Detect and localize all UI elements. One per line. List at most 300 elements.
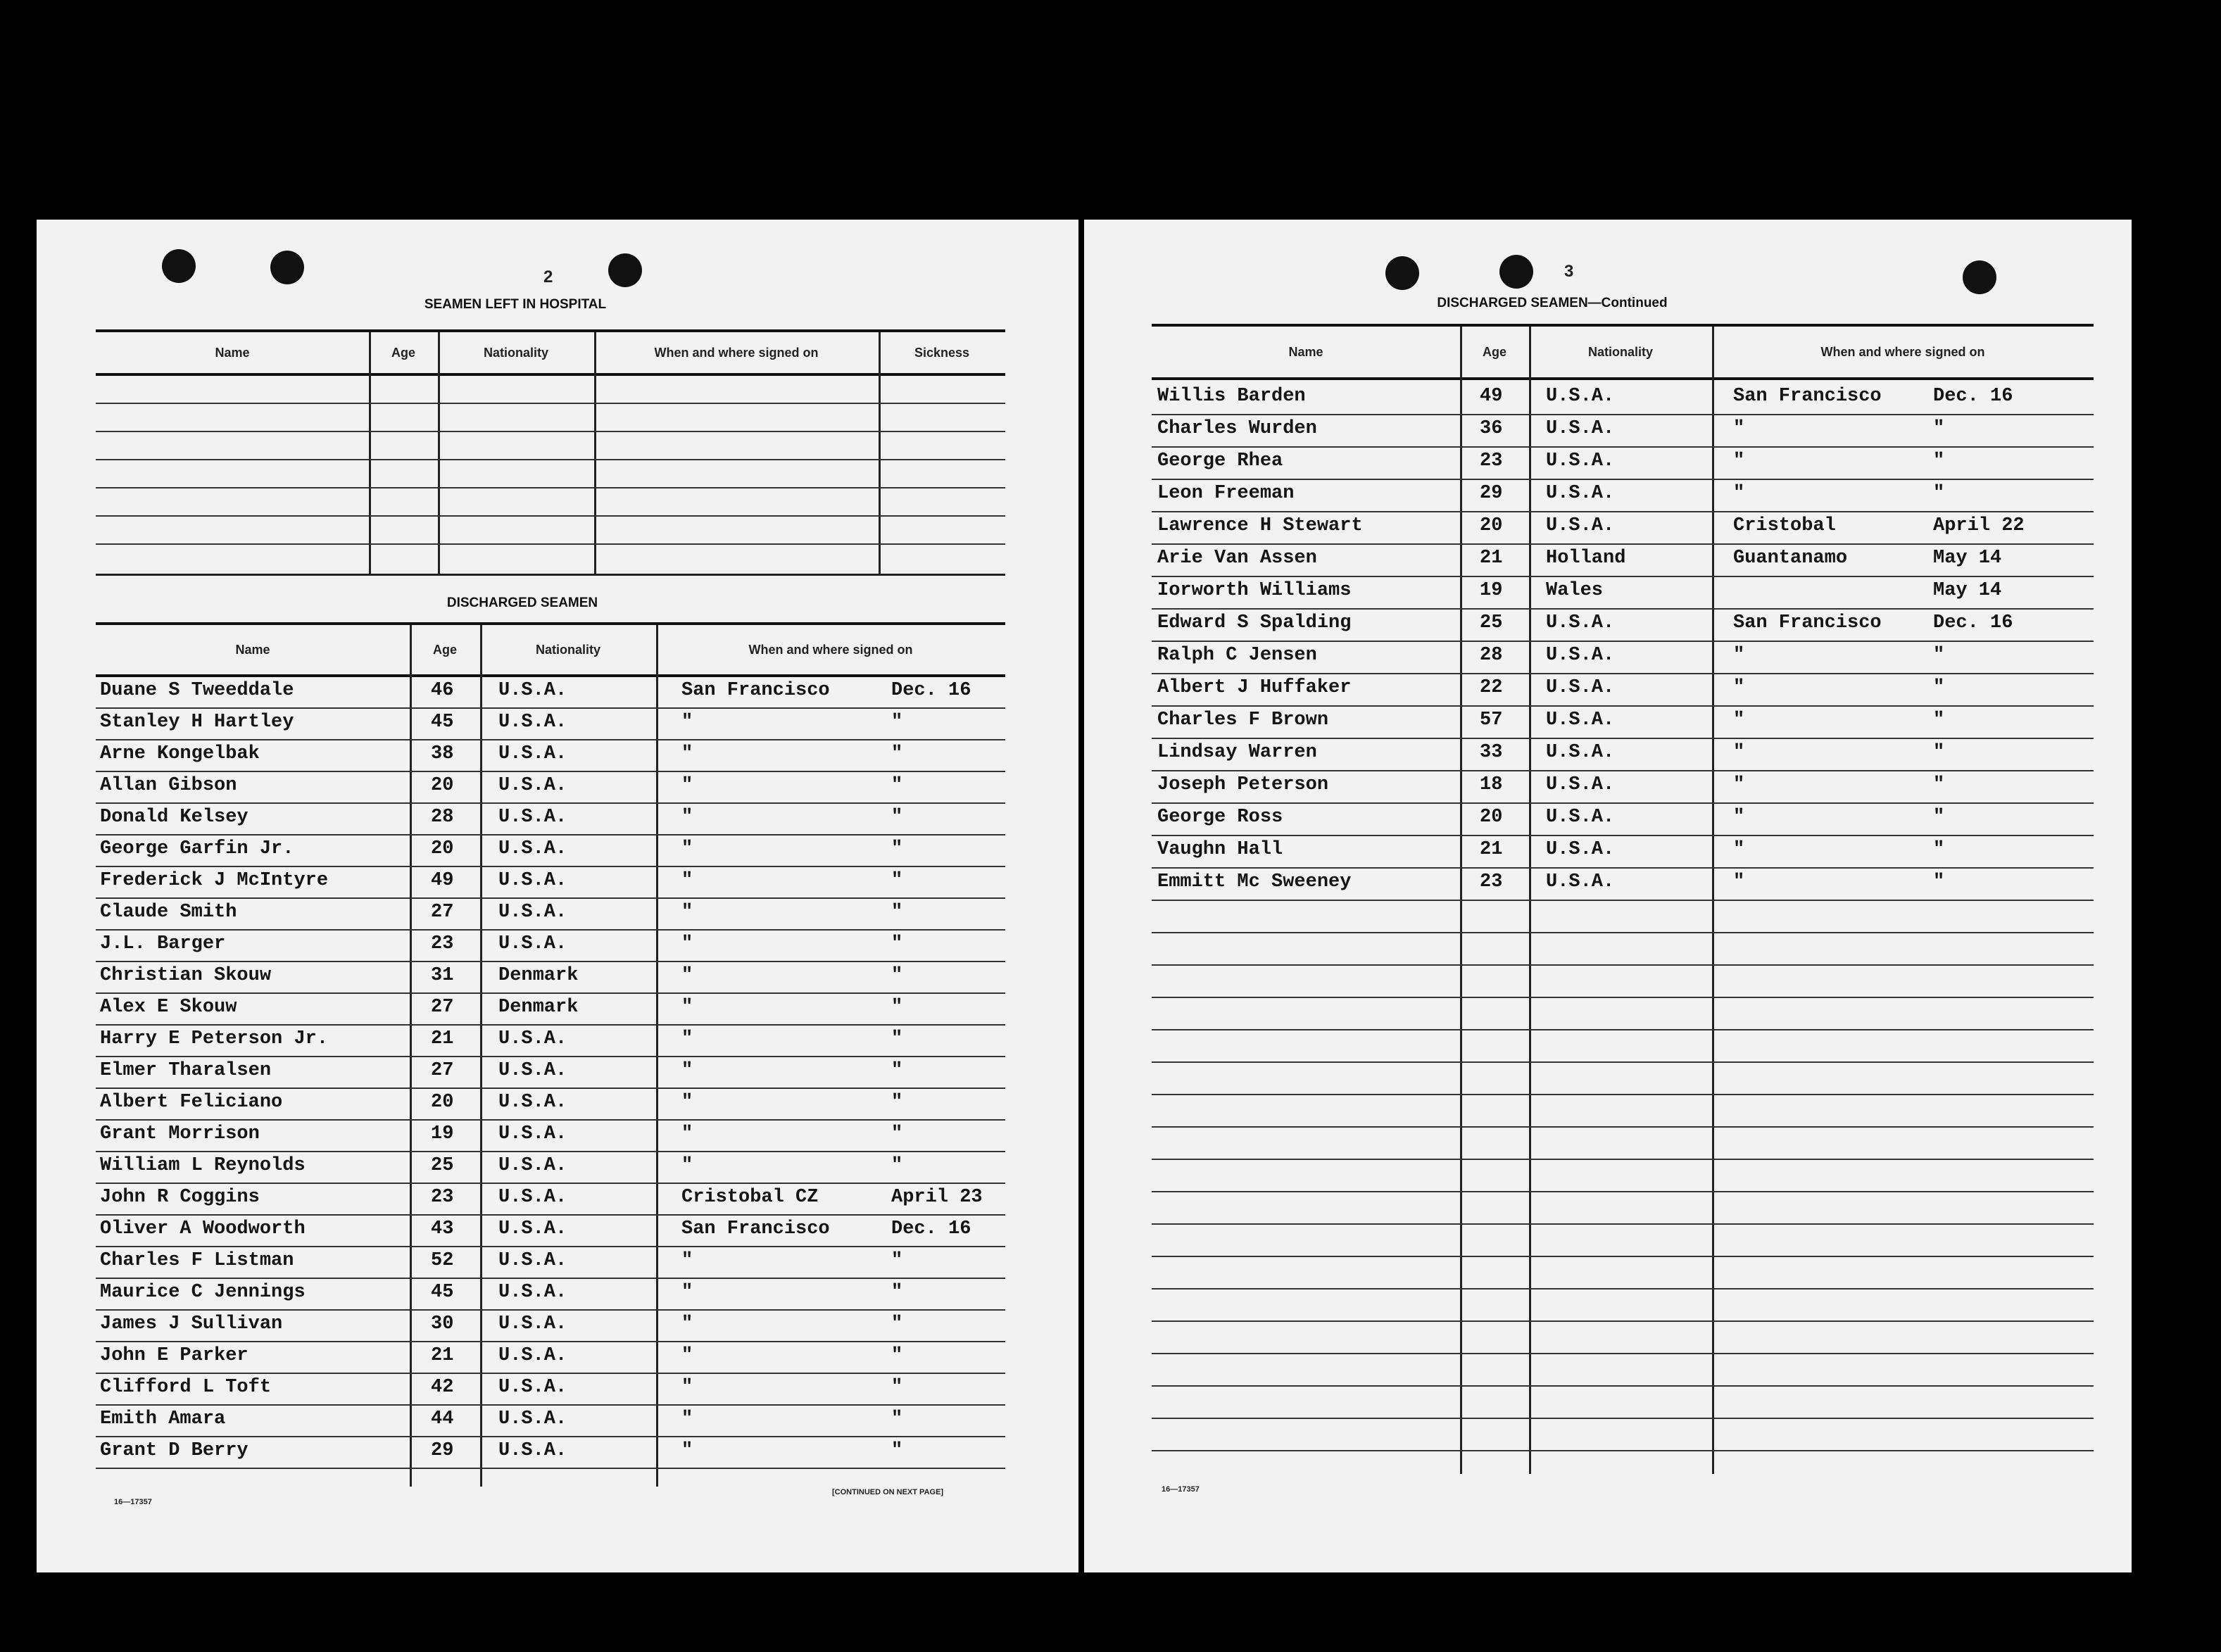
- signed-on-place: ": [1733, 483, 1745, 504]
- signed-on-place: Cristobal CZ: [681, 1187, 819, 1208]
- col-header-nationality: Nationality: [483, 345, 548, 360]
- seaman-age: 57: [1480, 710, 1503, 731]
- hospital-title: SEAMEN LEFT IN HOSPITAL: [424, 297, 607, 312]
- row-rule: [96, 543, 1005, 545]
- row-rule: [96, 961, 1005, 962]
- signed-on-date: ": [891, 997, 903, 1018]
- seaman-age: 21: [1480, 839, 1503, 860]
- punch-hole: [162, 249, 196, 283]
- page-number: 2: [543, 267, 553, 286]
- row-rule: [96, 1183, 1005, 1184]
- seaman-nationality: U.S.A.: [498, 1345, 567, 1366]
- seaman-nationality: U.S.A.: [498, 1250, 567, 1271]
- seaman-nationality: U.S.A.: [498, 1282, 567, 1303]
- seaman-nationality: U.S.A.: [1546, 742, 1615, 763]
- row-rule: [96, 1151, 1005, 1152]
- seaman-age: 52: [431, 1250, 454, 1271]
- seaman-name: Ralph C Jensen: [1157, 645, 1317, 666]
- seaman-age: 43: [431, 1218, 454, 1240]
- seaman-nationality: U.S.A.: [498, 712, 567, 733]
- seaman-nationality: U.S.A.: [498, 775, 567, 796]
- seaman-nationality: U.S.A.: [498, 1377, 567, 1398]
- row-rule: [1152, 1320, 2094, 1322]
- table-row: [1152, 579, 2094, 611]
- signed-on-date: ": [891, 1440, 903, 1461]
- signed-on-place: San Francisco: [681, 1218, 830, 1240]
- col-header-signed-on: When and where signed on: [748, 642, 913, 657]
- hospital-table: [96, 329, 1005, 576]
- signed-on-place: ": [1733, 774, 1745, 795]
- seaman-age: 18: [1480, 774, 1503, 795]
- row-rule: [96, 1119, 1005, 1121]
- seaman-nationality: U.S.A.: [1546, 450, 1615, 472]
- signed-on-date: ": [1933, 450, 1945, 472]
- seaman-nationality: U.S.A.: [1546, 710, 1615, 731]
- table-row: [1152, 417, 2094, 449]
- signed-on-place: ": [681, 1345, 693, 1366]
- signed-on-date: ": [1933, 839, 1945, 860]
- row-rule: [96, 1056, 1005, 1057]
- row-rule: [1152, 1353, 2094, 1354]
- seaman-name: Edward S Spalding: [1157, 612, 1352, 633]
- seaman-nationality: U.S.A.: [498, 1060, 567, 1081]
- signed-on-date: ": [891, 1028, 903, 1049]
- row-rule: [96, 771, 1005, 772]
- row-rule: [96, 1436, 1005, 1437]
- seaman-age: 29: [1480, 483, 1503, 504]
- discharged-table-header: [96, 625, 1005, 677]
- table-row: [96, 1280, 1005, 1312]
- seaman-age: 20: [1480, 807, 1503, 828]
- seaman-nationality: U.S.A.: [498, 1123, 567, 1145]
- row-rule: [1152, 641, 2094, 642]
- signed-on-place: ": [1733, 742, 1745, 763]
- row-rule: [1152, 867, 2094, 869]
- seaman-nationality: U.S.A.: [498, 743, 567, 764]
- seaman-nationality: U.S.A.: [498, 1313, 567, 1335]
- row-rule: [96, 834, 1005, 836]
- seaman-age: 27: [431, 1060, 454, 1081]
- signed-on-date: May 14: [1933, 548, 2002, 569]
- signed-on-place: ": [681, 1092, 693, 1113]
- row-rule: [1152, 997, 2094, 998]
- seaman-name: Arie Van Assen: [1157, 548, 1317, 569]
- signed-on-date: ": [891, 1092, 903, 1113]
- row-rule: [96, 515, 1005, 517]
- discharged-continued-header: [1152, 327, 2094, 380]
- seaman-nationality: Wales: [1546, 580, 1604, 601]
- table-row: [96, 964, 1005, 995]
- seaman-age: 23: [1480, 450, 1503, 472]
- seaman-name: Albert J Huffaker: [1157, 677, 1352, 698]
- right-page: [1084, 220, 2132, 1572]
- seaman-name: Stanley H Hartley: [100, 712, 294, 733]
- seaman-age: 20: [431, 838, 454, 859]
- row-rule: [1152, 1094, 2094, 1095]
- row-rule: [1152, 1126, 2094, 1128]
- seaman-nationality: Denmark: [498, 997, 579, 1018]
- seaman-name: Harry E Peterson Jr.: [100, 1028, 329, 1049]
- seaman-name: Oliver A Woodworth: [100, 1218, 306, 1240]
- seaman-name: John E Parker: [100, 1345, 248, 1366]
- seaman-nationality: U.S.A.: [1546, 386, 1615, 407]
- signed-on-date: Dec. 16: [891, 680, 971, 701]
- seaman-name: Emmitt Mc Sweeney: [1157, 871, 1352, 893]
- seaman-nationality: U.S.A.: [498, 1440, 567, 1461]
- table-row: [96, 1185, 1005, 1217]
- signed-on-place: ": [681, 807, 693, 828]
- seaman-age: 49: [431, 870, 454, 891]
- seaman-name: Clifford L Toft: [100, 1377, 272, 1398]
- table-row: [96, 679, 1005, 710]
- table-row: [96, 1344, 1005, 1375]
- punch-hole: [608, 253, 642, 287]
- seaman-age: 45: [431, 712, 454, 733]
- signed-on-date: ": [891, 902, 903, 923]
- signed-on-date: ": [891, 1250, 903, 1271]
- signed-on-date: ": [891, 1123, 903, 1145]
- seaman-name: George Ross: [1157, 807, 1283, 828]
- table-row: [96, 900, 1005, 932]
- col-header-name: Name: [215, 345, 250, 360]
- row-rule: [96, 1404, 1005, 1406]
- seaman-nationality: Holland: [1546, 548, 1626, 569]
- form-code: 16—17357: [1162, 1485, 1200, 1494]
- row-rule: [1152, 835, 2094, 836]
- row-rule: [1152, 900, 2094, 901]
- seaman-name: Claude Smith: [100, 902, 237, 923]
- signed-on-place: San Francisco: [1733, 386, 1882, 407]
- row-rule: [1152, 1256, 2094, 1257]
- seaman-nationality: U.S.A.: [1546, 774, 1615, 795]
- signed-on-place: ": [681, 902, 693, 923]
- seaman-nationality: U.S.A.: [498, 1092, 567, 1113]
- row-rule: [1152, 1223, 2094, 1225]
- seaman-age: 42: [431, 1377, 454, 1398]
- seaman-name: James J Sullivan: [100, 1313, 283, 1335]
- signed-on-date: ": [1933, 774, 1945, 795]
- table-row: [1152, 514, 2094, 546]
- signed-on-place: ": [681, 1028, 693, 1049]
- col-header-name: Name: [235, 642, 270, 657]
- signed-on-place: ": [1733, 450, 1745, 472]
- table-row: [96, 1312, 1005, 1344]
- seaman-nationality: U.S.A.: [498, 1155, 567, 1176]
- col-header-sickness: Sickness: [914, 345, 970, 360]
- seaman-name: Vaughn Hall: [1157, 839, 1283, 860]
- discharged-continued-title: DISCHARGED SEAMEN—Continued: [1437, 296, 1668, 310]
- table-row: [96, 869, 1005, 900]
- col-header-age: Age: [432, 642, 457, 657]
- seaman-name: Emith Amara: [100, 1408, 226, 1430]
- signed-on-place: San Francisco: [1733, 612, 1882, 633]
- table-row: [1152, 708, 2094, 740]
- row-rule: [96, 1246, 1005, 1247]
- column-divider: [369, 332, 371, 576]
- punch-hole: [270, 251, 304, 284]
- signed-on-date: ": [1933, 418, 1945, 439]
- signed-on-place: ": [681, 1377, 693, 1398]
- table-row: [96, 1439, 1005, 1470]
- seaman-name: George Rhea: [1157, 450, 1283, 472]
- row-rule: [96, 1278, 1005, 1279]
- row-rule: [1152, 446, 2094, 448]
- col-header-age: Age: [391, 345, 415, 360]
- table-row: [96, 1027, 1005, 1059]
- seaman-name: Charles Wurden: [1157, 418, 1317, 439]
- table-row: [96, 710, 1005, 742]
- signed-on-place: ": [681, 1250, 693, 1271]
- signed-on-place: ": [681, 838, 693, 859]
- seaman-name: Lawrence H Stewart: [1157, 515, 1363, 536]
- seaman-age: 33: [1480, 742, 1503, 763]
- signed-on-date: ": [1933, 677, 1945, 698]
- seaman-age: 21: [1480, 548, 1503, 569]
- seaman-age: 49: [1480, 386, 1503, 407]
- column-divider: [879, 332, 881, 576]
- seaman-age: 25: [431, 1155, 454, 1176]
- seaman-nationality: U.S.A.: [1546, 645, 1615, 666]
- table-row: [96, 1090, 1005, 1122]
- signed-on-date: May 14: [1933, 580, 2002, 601]
- signed-on-date: ": [1933, 483, 1945, 504]
- col-header-signed-on: When and where signed on: [654, 345, 819, 360]
- signed-on-place: ": [681, 1155, 693, 1176]
- signed-on-place: San Francisco: [681, 680, 830, 701]
- signed-on-date: ": [891, 965, 903, 986]
- table-row: [1152, 676, 2094, 708]
- signed-on-place: Cristobal: [1733, 515, 1836, 536]
- signed-on-date: April 22: [1933, 515, 2025, 536]
- signed-on-place: ": [1733, 418, 1745, 439]
- signed-on-date: ": [891, 838, 903, 859]
- seaman-name: Iorworth Williams: [1157, 580, 1352, 601]
- seaman-nationality: U.S.A.: [498, 1028, 567, 1049]
- seaman-age: 45: [431, 1282, 454, 1303]
- signed-on-place: ": [681, 933, 693, 954]
- col-header-name: Name: [1288, 344, 1323, 359]
- signed-on-place: ": [1733, 839, 1745, 860]
- signed-on-date: ": [891, 743, 903, 764]
- signed-on-place: ": [681, 743, 693, 764]
- signed-on-place: ": [681, 1440, 693, 1461]
- seaman-nationality: U.S.A.: [1546, 839, 1615, 860]
- signed-on-date: ": [891, 712, 903, 733]
- table-row: [96, 805, 1005, 837]
- signed-on-date: ": [891, 807, 903, 828]
- page-number: 3: [1564, 262, 1574, 281]
- seaman-nationality: Denmark: [498, 965, 579, 986]
- continued-note: [CONTINUED ON NEXT PAGE]: [832, 1488, 944, 1496]
- row-rule: [1152, 932, 2094, 933]
- row-rule: [1152, 673, 2094, 674]
- row-rule: [96, 992, 1005, 994]
- seaman-name: Arne Kongelbak: [100, 743, 260, 764]
- seaman-name: Lindsay Warren: [1157, 742, 1317, 763]
- seaman-age: 20: [1480, 515, 1503, 536]
- signed-on-date: ": [891, 775, 903, 796]
- col-header-nationality: Nationality: [1587, 344, 1653, 359]
- signed-on-place: ": [1733, 871, 1745, 893]
- seaman-age: 23: [431, 1187, 454, 1208]
- seaman-age: 31: [431, 965, 454, 986]
- seaman-name: Elmer Tharalsen: [100, 1060, 272, 1081]
- signed-on-date: ": [891, 1060, 903, 1081]
- seaman-nationality: U.S.A.: [1546, 515, 1615, 536]
- row-rule: [96, 707, 1005, 709]
- row-rule: [96, 1341, 1005, 1342]
- signed-on-place: ": [1733, 645, 1745, 666]
- table-row: [96, 1154, 1005, 1185]
- seaman-nationality: U.S.A.: [1546, 677, 1615, 698]
- row-rule: [1152, 1288, 2094, 1290]
- col-header-signed-on: When and where signed on: [1820, 344, 1985, 359]
- seaman-name: Christian Skouw: [100, 965, 272, 986]
- signed-on-date: ": [891, 933, 903, 954]
- row-rule: [96, 403, 1005, 404]
- signed-on-date: ": [1933, 742, 1945, 763]
- table-row: [96, 1122, 1005, 1154]
- seaman-nationality: U.S.A.: [498, 680, 567, 701]
- seaman-age: 22: [1480, 677, 1503, 698]
- left-page: [37, 220, 1078, 1572]
- seaman-age: 21: [431, 1028, 454, 1049]
- row-rule: [96, 739, 1005, 740]
- seaman-name: Albert Feliciano: [100, 1092, 283, 1113]
- signed-on-date: ": [1933, 871, 1945, 893]
- signed-on-date: ": [891, 1408, 903, 1430]
- signed-on-date: Dec. 16: [891, 1218, 971, 1240]
- table-row: [96, 1407, 1005, 1439]
- seaman-nationality: U.S.A.: [1546, 418, 1615, 439]
- seaman-name: William L Reynolds: [100, 1155, 306, 1176]
- seaman-name: Maurice C Jennings: [100, 1282, 306, 1303]
- signed-on-place: ": [681, 870, 693, 891]
- seaman-age: 36: [1480, 418, 1503, 439]
- table-row: [1152, 481, 2094, 514]
- table-row: [96, 995, 1005, 1027]
- signed-on-date: ": [891, 1345, 903, 1366]
- signed-on-place: Guantanamo: [1733, 548, 1848, 569]
- row-rule: [1152, 576, 2094, 577]
- row-rule: [1152, 1159, 2094, 1160]
- signed-on-place: ": [681, 965, 693, 986]
- seaman-name: Charles F Listman: [100, 1250, 294, 1271]
- table-row: [96, 1059, 1005, 1090]
- seaman-name: Leon Freeman: [1157, 483, 1295, 504]
- signed-on-date: ": [891, 1313, 903, 1335]
- seaman-nationality: U.S.A.: [498, 1408, 567, 1430]
- seaman-age: 29: [431, 1440, 454, 1461]
- signed-on-place: ": [681, 1282, 693, 1303]
- signed-on-date: ": [1933, 645, 1945, 666]
- table-row: [96, 742, 1005, 774]
- signed-on-date: ": [891, 1155, 903, 1176]
- seaman-age: 27: [431, 902, 454, 923]
- table-row: [96, 1375, 1005, 1407]
- hospital-table-header: [96, 332, 1005, 376]
- seaman-age: 28: [431, 807, 454, 828]
- discharged-continued-table: [1152, 324, 2094, 1474]
- row-rule: [96, 897, 1005, 899]
- seaman-name: J.L. Barger: [100, 933, 226, 954]
- seaman-nationality: U.S.A.: [498, 1218, 567, 1240]
- row-rule: [96, 459, 1005, 460]
- row-rule: [96, 1214, 1005, 1216]
- seaman-nationality: U.S.A.: [498, 902, 567, 923]
- seaman-age: 44: [431, 1408, 454, 1430]
- seaman-name: Joseph Peterson: [1157, 774, 1329, 795]
- row-rule: [96, 1309, 1005, 1311]
- signed-on-place: ": [1733, 677, 1745, 698]
- table-row: [1152, 546, 2094, 579]
- seaman-nationality: U.S.A.: [498, 807, 567, 828]
- signed-on-date: ": [891, 1377, 903, 1398]
- seaman-nationality: U.S.A.: [1546, 807, 1615, 828]
- signed-on-date: ": [891, 870, 903, 891]
- table-row: [96, 1249, 1005, 1280]
- seaman-name: Alex E Skouw: [100, 997, 237, 1018]
- row-rule: [1152, 511, 2094, 512]
- table-row: [1152, 838, 2094, 870]
- seaman-name: John R Coggins: [100, 1187, 260, 1208]
- signed-on-place: ": [681, 997, 693, 1018]
- row-rule: [1152, 705, 2094, 707]
- signed-on-place: ": [681, 775, 693, 796]
- seaman-name: Grant Morrison: [100, 1123, 260, 1145]
- seaman-name: Grant D Berry: [100, 1440, 248, 1461]
- table-row: [96, 932, 1005, 964]
- table-row: [1152, 740, 2094, 773]
- punch-hole: [1499, 255, 1533, 289]
- row-rule: [96, 1087, 1005, 1089]
- table-row: [1152, 805, 2094, 838]
- table-row: [1152, 643, 2094, 676]
- table-row: [1152, 870, 2094, 902]
- seaman-age: 20: [431, 775, 454, 796]
- row-rule: [1152, 738, 2094, 739]
- seaman-age: 28: [1480, 645, 1503, 666]
- punch-hole: [1385, 256, 1419, 290]
- seaman-age: 23: [1480, 871, 1503, 893]
- discharged-table: [96, 622, 1005, 1487]
- table-row: [1152, 611, 2094, 643]
- signed-on-date: ": [1933, 807, 1945, 828]
- discharged-title: DISCHARGED SEAMEN: [446, 595, 598, 610]
- row-rule: [1152, 1061, 2094, 1063]
- seaman-nationality: U.S.A.: [1546, 871, 1615, 893]
- table-bottom-rule: [96, 574, 1005, 576]
- seaman-age: 19: [1480, 580, 1503, 601]
- seaman-age: 46: [431, 680, 454, 701]
- signed-on-date: ": [891, 1282, 903, 1303]
- row-rule: [1152, 1450, 2094, 1451]
- seaman-name: Charles F Brown: [1157, 710, 1329, 731]
- seaman-age: 21: [431, 1345, 454, 1366]
- signed-on-place: ": [1733, 710, 1745, 731]
- signed-on-place: ": [681, 1408, 693, 1430]
- seaman-nationality: U.S.A.: [1546, 612, 1615, 633]
- row-rule: [1152, 608, 2094, 610]
- table-row: [1152, 773, 2094, 805]
- row-rule: [96, 1024, 1005, 1026]
- seaman-nationality: U.S.A.: [498, 933, 567, 954]
- seaman-name: Donald Kelsey: [100, 807, 248, 828]
- signed-on-place: ": [1733, 807, 1745, 828]
- row-rule: [1152, 964, 2094, 966]
- table-row: [96, 1217, 1005, 1249]
- row-rule: [96, 487, 1005, 488]
